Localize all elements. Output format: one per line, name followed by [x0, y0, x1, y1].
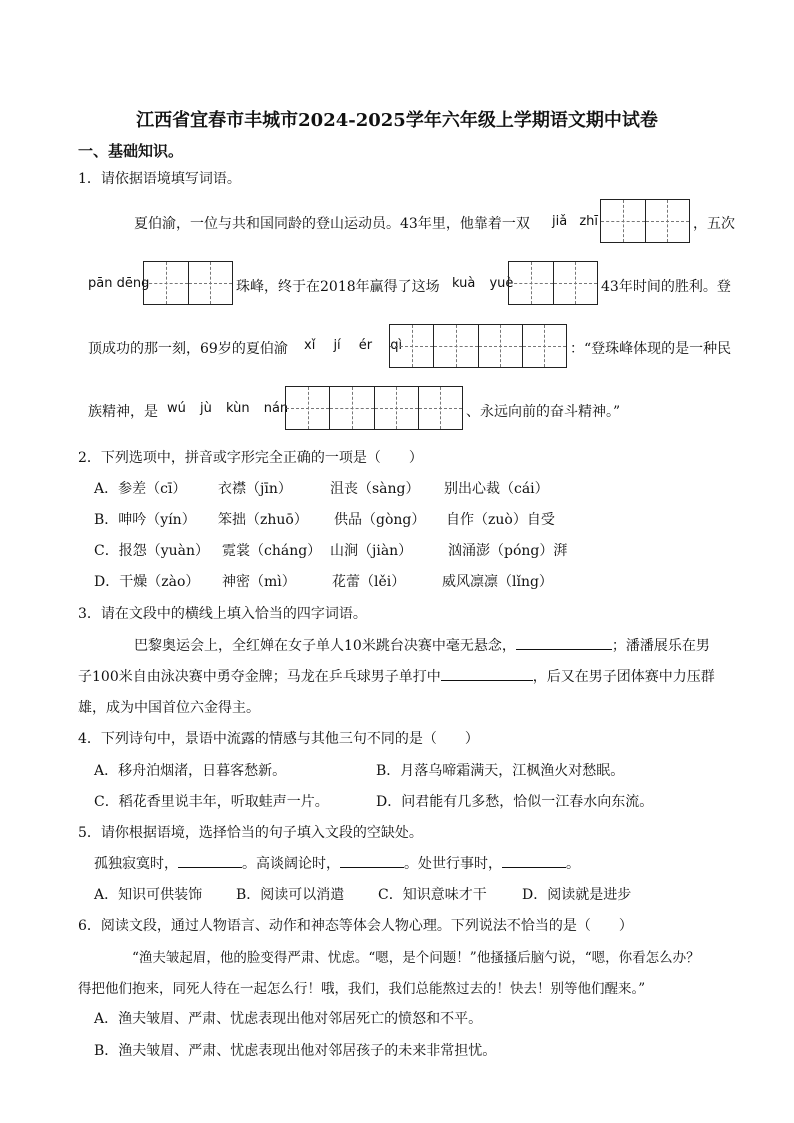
q1-answer-box-2[interactable]: [143, 261, 233, 305]
q1-pinyin-5: wú jù kùn nán: [167, 401, 289, 416]
page-title: 江西省宜春市丰城市2024-2025学年六年级上学期语文期中试卷: [136, 110, 658, 131]
q6-passage-line1: “渔夫皱起眉，他的脸变得严肃、忧虑。“嗯，是个问题！”他搔搔后脑勺说，“嗯，你看怎么办？: [132, 950, 700, 966]
q2-option-d-3: 花蕾（lěi）: [332, 574, 406, 590]
q1-answer-box-1[interactable]: [600, 199, 690, 243]
q5-blank-1[interactable]: [178, 853, 242, 868]
q2-option-c-1[interactable]: C．报怨（yuàn）: [94, 543, 210, 559]
q2-option-c-3: 山涧（jiàn）: [330, 543, 413, 559]
q1-line2-mid: 珠峰，终于在2018年赢得了这场: [236, 279, 440, 295]
question-1-stem: 1．请依据语境填写词语。: [78, 171, 241, 187]
q1-pinyin-1: jiǎ zhī: [552, 214, 598, 229]
q2-option-b-1[interactable]: B．呻吟（yín）: [94, 512, 196, 528]
q1-line1-text: 夏伯渝，一位与共和国同龄的登山运动员。43年里，他靠着一双: [134, 216, 530, 232]
q1-line3-tail: ：“登珠峰体现的是一种民: [570, 341, 732, 357]
q1-answer-box-5[interactable]: [285, 386, 463, 430]
q2-option-a-2: 衣襟（jīn）: [218, 481, 292, 497]
q1-pinyin-4: xǐ jí ér qì: [304, 338, 403, 353]
q2-option-b-4: 自作（zuò）自受: [446, 512, 555, 528]
question-5-stem: 5．请你根据语境，选择恰当的句子填入文段的空缺处。: [78, 825, 423, 841]
q5-option-a[interactable]: A．知识可供装饰: [94, 887, 203, 903]
q3-line3-text: 雄，成为中国首位六金得主。: [78, 700, 260, 716]
question-4-stem: 4．下列诗句中，景语中流露的情感与其他三句不同的是（ ）: [78, 731, 479, 747]
q2-option-a-3: 沮丧（sàng）: [330, 481, 420, 497]
q2-option-b-3: 供品（gòng）: [334, 512, 426, 528]
q5-blank-3[interactable]: [502, 853, 566, 868]
q4-option-d[interactable]: D．问君能有几多愁，恰似一江春水向东流。: [376, 794, 654, 810]
question-2-stem: 2．下列选项中，拼音或字形完全正确的一项是（ ）: [78, 450, 423, 466]
q1-pinyin-3: kuà yuè: [452, 276, 514, 291]
q1-pinyin-2: pān dēng: [88, 276, 150, 291]
question-6-stem: 6．阅读文段，通过人物语言、动作和神态等体会人物心理。下列说法不恰当的是（ ）: [78, 918, 633, 934]
q1-line2-tail: 43年时间的胜利。登: [601, 279, 731, 295]
q3-blank-2[interactable]: [441, 666, 533, 681]
q1-answer-box-3[interactable]: [508, 261, 598, 305]
q2-option-d-1[interactable]: D．干燥（zào）: [94, 574, 200, 590]
q4-option-b[interactable]: B．月落乌啼霜满天，江枫渔火对愁眠。: [376, 763, 625, 779]
q5-sentence-3: 。处世行事时，: [404, 856, 502, 872]
q1-answer-box-4[interactable]: [389, 324, 567, 368]
q5-option-b[interactable]: B．阅读可以消遣: [236, 887, 345, 903]
q5-option-d[interactable]: D．阅读就是进步: [522, 887, 632, 903]
q2-option-a-4: 别出心裁（cái）: [444, 481, 549, 497]
q4-option-c[interactable]: C．稻花香里说丰年，听取蛙声一片。: [94, 794, 329, 810]
q3-line2-text: 子100米自由泳决赛中勇夺金牌；马龙在乒乓球男子单打中: [78, 669, 441, 685]
q5-sentence-2: 。高谈阔论时，: [242, 856, 340, 872]
q6-passage-line2: 得把他们抱来，同死人待在一起怎么行！哦，我们，我们总能熬过去的！快去！别等他们醒来。”: [78, 981, 646, 997]
q3-line1-tail: ；潘潘展乐在男: [611, 638, 710, 654]
q1-line3-text: 顶成功的那一刻，69岁的夏伯渝: [88, 341, 288, 357]
q6-option-a[interactable]: A．渔夫皱眉、严肃、忧虑表现出他对邻居死亡的愤怒和不平。: [94, 1011, 483, 1027]
q2-option-c-4: 汹涌澎（póng）湃: [448, 543, 568, 559]
q1-line4-tail: 、永远向前的奋斗精神。”: [466, 404, 621, 420]
question-3-stem: 3．请在文段中的横线上填入恰当的四字词语。: [78, 606, 367, 622]
q2-option-d-4: 威风凛凛（lǐng）: [442, 574, 553, 590]
q1-line4-text: 族精神，是: [88, 404, 158, 420]
q1-line1-tail: ，五次: [693, 216, 735, 232]
q3-line1-text: 巴黎奥运会上，全红婵在女子单人10米跳台决赛中毫无悬念，: [134, 638, 516, 654]
q6-option-b[interactable]: B．渔夫皱眉、严肃、忧虑表现出他对邻居孩子的未来非常担忧。: [94, 1043, 497, 1059]
q2-option-b-2: 笨拙（zhuō）: [218, 512, 308, 528]
section-heading-basics: 一、基础知识。: [78, 142, 184, 160]
q2-option-a-1[interactable]: A．参差（cī）: [94, 481, 187, 497]
q4-option-a[interactable]: A．移舟泊烟渚，日暮客愁新。: [94, 763, 287, 779]
q5-sentence-4: 。: [566, 856, 580, 872]
q3-blank-1[interactable]: [516, 635, 612, 650]
q2-option-d-2: 神密（mì）: [222, 574, 296, 590]
q5-blank-2[interactable]: [340, 853, 404, 868]
q2-option-c-2: 霓裳（cháng）: [222, 543, 322, 559]
q5-option-c[interactable]: C．知识意味才干: [378, 887, 487, 903]
q5-sentence-1: 孤独寂寞时，: [94, 856, 178, 872]
q3-line2-tail: ，后又在男子团体赛中力压群: [532, 669, 715, 685]
